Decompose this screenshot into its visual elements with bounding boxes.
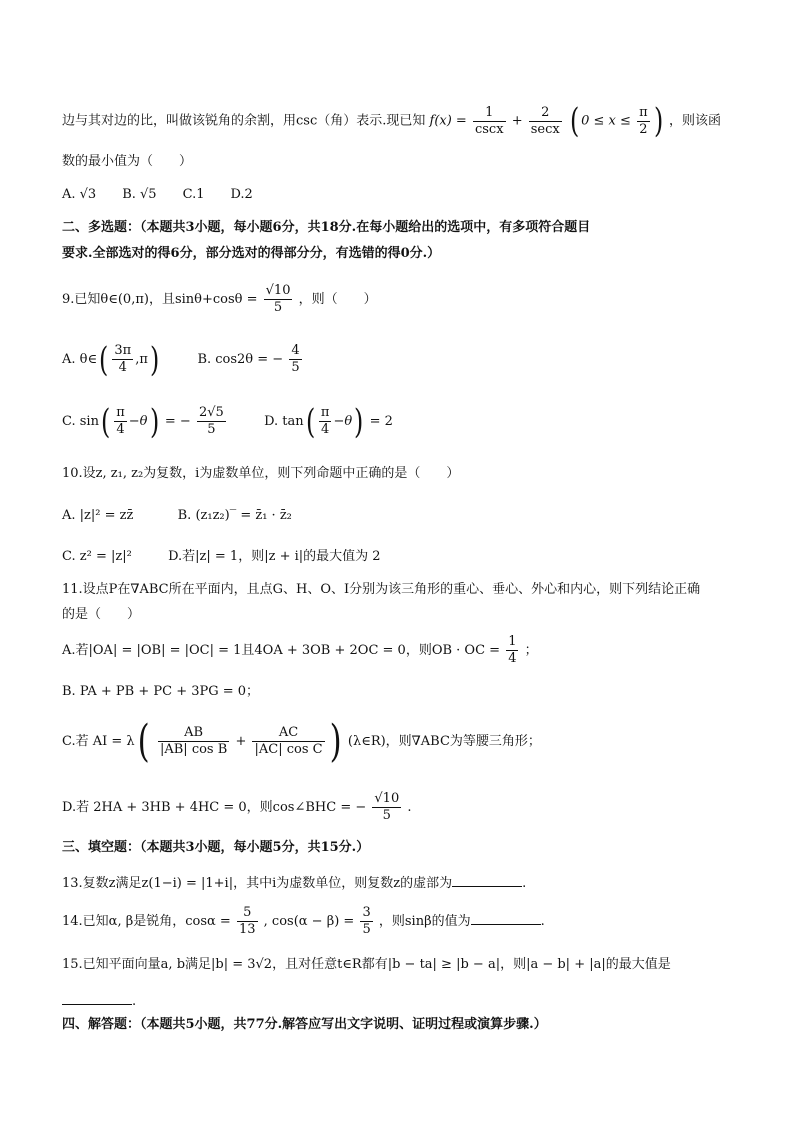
q8-fraction-2: $\frac{2}{\sec x}$ — [530, 104, 560, 137]
q8-function: f(x) = — [429, 113, 467, 129]
q8-stem-line-2: 数的最小值为（ ） — [62, 154, 193, 169]
q9-stem: 9.已知θ∈(0,π)，且sinθ+cosθ = $\frac{√10}{5}$ ，则（ ） — [62, 283, 377, 315]
q13-answer-blank[interactable] — [452, 872, 522, 887]
q9-option-a: A. θ∈( $\frac{3\pi}{4}$ ,π) — [62, 339, 160, 380]
q14-answer-blank[interactable] — [471, 910, 541, 925]
q10-option-c: C. z² = |z|² — [62, 549, 132, 564]
q10-stem: 10.设z, z₁, z₂为复数，i为虚数单位，则下列命题中正确的是（ ） — [62, 466, 460, 481]
q9-option-c: C. sin( $\frac{\pi}{4}$ −θ) = − $\frac{2√5}{5}$ — [62, 401, 224, 442]
q14: 14.已知α, β是锐角，cosα = $\frac{5}{13}$ , cos(α − β) = $\frac{3}{5}$ ，则sinβ的值为 . — [62, 905, 545, 937]
section-4-title: 四、解答题：（本题共5小题，共77分.解答应写出文字说明、证明过程或演算步骤.） — [62, 1017, 547, 1032]
q11-stem: 11.设点P在∇ABC所在平面内，且点G、H、O、I分别为该三角形的重心、垂心、外心和内心，则下列结论正确 — [62, 582, 701, 597]
q11-option-d: D.若 2HA + 3HB + 4HC = 0，则cos∠BHC = − $\frac{√10}{5}$ . — [62, 791, 412, 823]
section-2-title-2: 要求.全部选对的得6分，部分选对的得部分分，有选错的得0分.） — [62, 246, 441, 261]
q10-option-d: D.若|z| = 1，则|z + i|的最大值为 2 — [168, 549, 381, 564]
q10-option-a: A. |z|² = zz̄ — [62, 508, 134, 523]
q10-options-ab — [62, 506, 292, 526]
q15-answer-blank[interactable] — [62, 990, 132, 1005]
q9-options-ab — [62, 340, 304, 380]
q8-fraction-3: $\frac{\pi}{2}$ — [639, 104, 648, 137]
q11-option-a: A.若|OA| = |OB| = |OC| = 1且4OA + 3OB + 2OC = 0，则OB · OC = $\frac{1}{4}$ ； — [62, 634, 538, 666]
q11-stem-2: 的是（ ） — [62, 607, 141, 622]
q10-option-b: B. (z₁z₂)‾ = z̄₁ · z̄₂ — [177, 508, 292, 523]
q15-answer-line: . — [62, 990, 136, 1012]
section-3-title: 三、填空题：（本题共3小题，每小题5分，共15分.） — [62, 840, 370, 855]
section-2-title: 二、多选题：（本题共3小题，每小题6分，共18分.在每小题给出的选项中，有多项符合题目 — [62, 220, 591, 235]
q11-option-c: C.若 AI = λ( $\frac{AB}{\text{|AB| cos B}}$ + $\frac{AC}{\text{|AC| cos C}}$ ) (λ∈R)，则∇ABC为等腰三角形； — [62, 715, 541, 767]
q15: 15.已知平面向量a, b满足|b| = 3√2，且对任意t∈R都有|b − ta| ≥ |b − a|，则|a − b| + |a|的最大值是 — [62, 957, 671, 972]
q10-options-cd — [62, 547, 381, 567]
q8-fraction-1: $\frac{1}{\csc x}$ — [474, 104, 504, 137]
q9-option-b: B. cos2θ = − $\frac{4}{5}$ — [197, 343, 300, 375]
q8-domain: 0 ≤ x ≤ — [581, 113, 631, 129]
q8-options: A. √3 B. √5 C.1 D.2 — [62, 187, 253, 202]
q9-options-cd — [62, 402, 393, 442]
q13: 13.复数z满足z(1−i) = |1+i|，其中i为虚数单位，则复数z的虚部为 . — [62, 872, 526, 894]
q8-stem-line: 边与其对边的比，叫做该锐角的余割，用csc（角）表示.现已知 f(x) = $\frac{1}{\csc x}$ + $\frac{2}{\sec x}$ ( 0 ≤ x ≤ $\frac{\pi}{2}$ ) ，则该函 — [62, 101, 722, 141]
q11-option-b: B. PA + PB + PC + 3PG = 0； — [62, 684, 260, 699]
q9-option-d: D. tan( $\frac{\pi}{4}$ −θ) = 2 — [264, 401, 393, 442]
